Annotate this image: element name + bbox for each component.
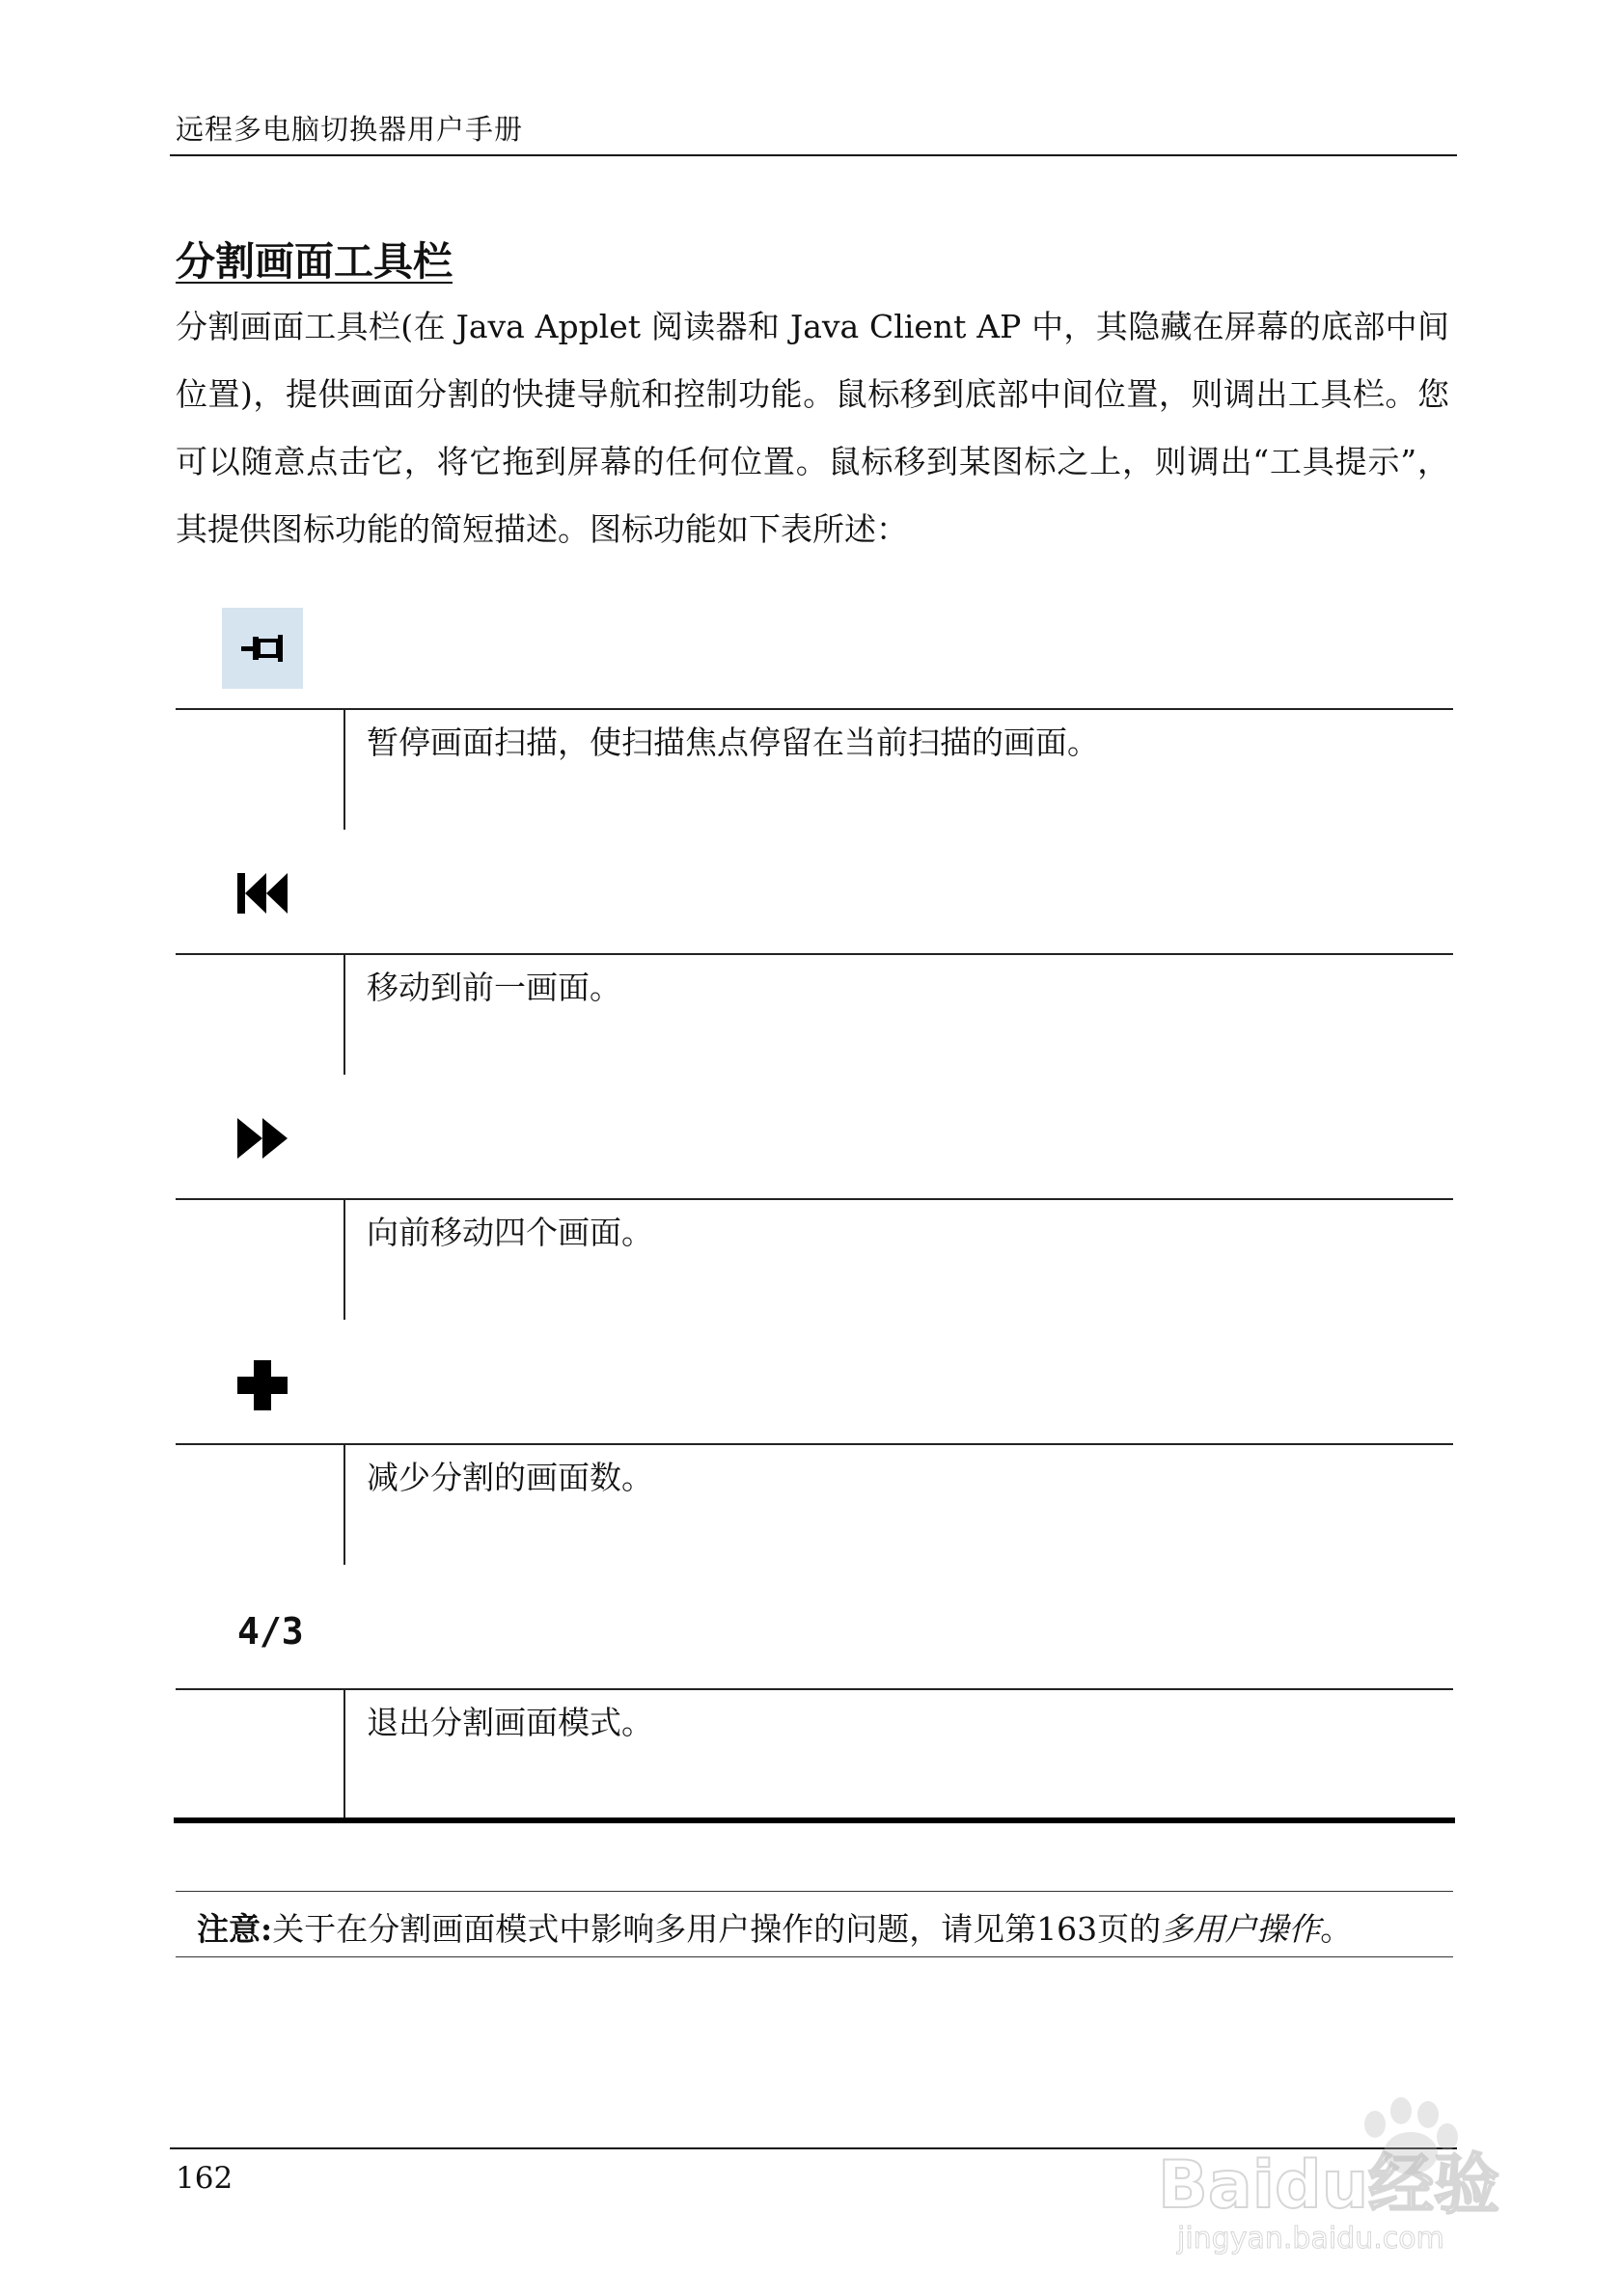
row-rule <box>176 1688 1453 1690</box>
watermark-url: jingyan.baidu.com <box>1177 2222 1444 2255</box>
fraction-icon <box>222 1590 303 1671</box>
watermark-brand: Baidu经验 <box>1158 2147 1500 2224</box>
fraction-icon-text: 4/3 <box>237 1610 304 1653</box>
row-description: 退出分割画面模式。 <box>367 1704 653 1741</box>
row-rule <box>176 708 1453 710</box>
page-number: 162 <box>176 2161 234 2196</box>
note-bottom-rule <box>176 1956 1453 1957</box>
row-divider <box>343 1200 345 1320</box>
note <box>197 1904 1352 1950</box>
skip-back-icon <box>222 853 303 934</box>
header-rule <box>170 154 1457 156</box>
note-colon: : <box>261 1910 273 1948</box>
row-rule <box>176 953 1453 955</box>
row-rule <box>176 1443 1453 1445</box>
fast-forward-icon <box>222 1098 303 1179</box>
plus-icon <box>222 1345 303 1426</box>
header-title: 远程多电脑切换器用户手册 <box>176 113 524 146</box>
note-link[interactable]: 多用户操作 <box>1161 1910 1321 1948</box>
section-title: 分割画面工具栏 <box>176 238 453 285</box>
row-description: 向前移动四个画面。 <box>367 1214 653 1251</box>
note-text: 关于在分割画面模式中影响多用户操作的问题，请见第163页的 <box>272 1910 1162 1948</box>
row-divider <box>343 1690 345 1818</box>
row-rule <box>176 1198 1453 1200</box>
table-bottom-rule <box>174 1818 1455 1823</box>
row-divider <box>343 1445 345 1565</box>
row-description: 暂停画面扫描，使扫描焦点停留在当前扫描的画面。 <box>367 724 1099 761</box>
row-description: 移动到前一画面。 <box>367 969 621 1006</box>
row-description: 减少分割的画面数。 <box>367 1459 653 1496</box>
note-top-rule <box>176 1891 1453 1892</box>
row-divider <box>343 710 345 830</box>
note-label: 注意 <box>197 1910 261 1948</box>
intro-paragraph: 分割画面工具栏(在 Java Applet 阅读器和 Java Client AP 中，其隐藏在屏幕的底部中间位置)，提供画面分割的快捷导航和控制功能。鼠标移到底部中间位置，则调出工具栏。您可以随意点击它，将它拖到屏幕的任何位置。鼠标移到某图标之上，则调出“工具提示”，其提供图标功能的简短描述。图标功能如下表所述： <box>176 308 1449 548</box>
baidu-watermark-logo <box>1158 2084 1544 2257</box>
note-end: 。 <box>1320 1910 1353 1948</box>
row-divider <box>343 955 345 1075</box>
pin-icon <box>222 608 303 689</box>
